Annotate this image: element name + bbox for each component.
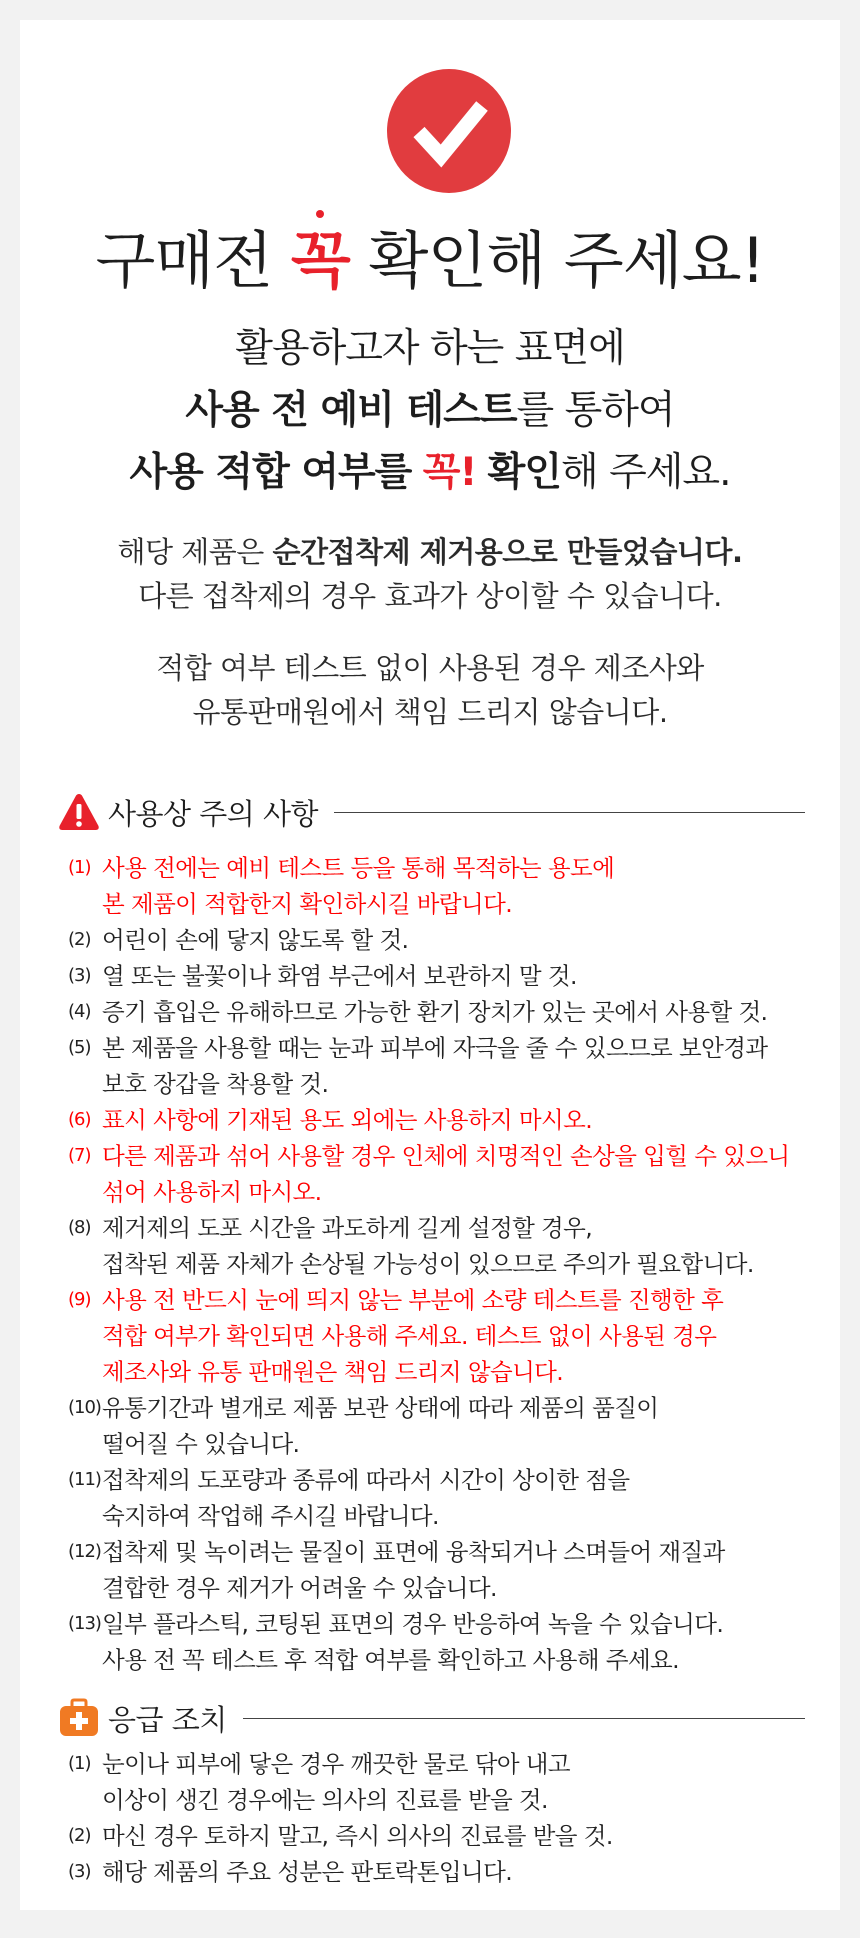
first-aid-title: 응급 조치 <box>108 1702 227 1737</box>
list-item: (12) 접착제 및 녹이려는 물질이 표면에 융착되거나 스며들어 재질과 결합한 경우 제거가 어려울 수 있습니다. <box>68 1538 725 1602</box>
list-item: (5) 본 제품을 사용할 때는 눈과 피부에 자극을 줄 수 있으므로 보안경과 보호 장갑을 착용할 것. <box>68 1034 768 1098</box>
list-item: (2) 마신 경우 토하지 말고, 즉시 의사의 진료를 받을 것. <box>68 1822 613 1850</box>
check-circle-icon <box>386 68 512 194</box>
list-item: (3) 열 또는 불꽃이나 화염 부근에서 보관하지 말 것. <box>68 962 577 990</box>
must-highlight: 꼭 <box>291 216 350 306</box>
list-item: (11) 접착제의 도포량과 종류에 따라서 시간이 상이한 점을 숙지하여 작업해 주시길 바랍니다. <box>68 1466 630 1530</box>
list-item: (13) 일부 플라스틱, 코팅된 표면의 경우 반응하여 녹을 수 있습니다. 사용 전 꼭 테스트 후 적합 여부를 확인하고 사용해 주세요. <box>68 1610 724 1674</box>
divider <box>243 1718 805 1719</box>
list-item: (1) 사용 전에는 예비 테스트 등을 통해 목적하는 용도에 본 제품이 적합한지 확인하시길 바랍니다. <box>68 854 615 918</box>
list-item: (8) 제거제의 도포 시간을 과도하게 길게 설정할 경우, 접착된 제품 자체가 손상될 가능성이 있으므로 주의가 필요합니다. <box>68 1214 754 1278</box>
list-item: (10) 유통기간과 별개로 제품 보관 상태에 따라 제품의 품질이 떨어질 수 있습니다. <box>68 1394 659 1458</box>
list-item: (2) 어린이 손에 닿지 않도록 할 것. <box>68 926 409 954</box>
first-aid-header <box>58 1696 805 1740</box>
list-item: (6) 표시 사항에 기재된 용도 외에는 사용하지 마시오. <box>68 1106 593 1134</box>
precautions-header <box>58 790 805 834</box>
precautions-list <box>68 850 820 1678</box>
divider <box>334 812 805 813</box>
precautions-title: 사용상 주의 사항 <box>108 796 319 831</box>
first-aid-kit-icon <box>58 1698 100 1738</box>
list-item: (3) 해당 제품의 주요 성분은 판토락톤입니다. <box>68 1858 513 1886</box>
product-purpose-note: 해당 제품은 순간접착제 제거용으로 만들었습니다. 다른 접착제의 경우 효과가 상이할 수 있습니다. <box>117 535 743 613</box>
list-item: (9) 사용 전 반드시 눈에 띄지 않는 부분에 소량 테스트를 진행한 후 적합 여부가 확인되면 사용해 주세요. 테스트 없이 사용된 경우 제조사와 유통 판매원은 책임 드리지 않습니다. <box>68 1286 724 1386</box>
list-item: (1) 눈이나 피부에 닿은 경우 깨끗한 물로 닦아 내고 이상이 생긴 경우에는 의사의 진료를 받을 것. <box>68 1750 571 1814</box>
first-aid-list <box>68 1746 820 1890</box>
list-item: (4) 증기 흡입은 유해하므로 가능한 환기 장치가 있는 곳에서 사용할 것. <box>68 998 768 1026</box>
notice-card <box>20 20 840 1910</box>
warning-triangle-icon <box>58 792 100 832</box>
list-item: (7) 다른 제품과 섞어 사용할 경우 인체에 치명적인 손상을 입힐 수 있으니 섞어 사용하지 마시오. <box>68 1142 790 1206</box>
intro-text: 활용하고자 하는 표면에 사용 전 예비 테스트를 통하여 사용 적합 여부를 꼭! 확인해 주세요. <box>129 326 731 495</box>
page-title: 구매전 꼭 확인해 주세요! <box>20 216 840 306</box>
liability-disclaimer: 적합 여부 테스트 없이 사용된 경우 제조사와 유통판매원에서 책임 드리지 않습니다. <box>156 651 704 729</box>
